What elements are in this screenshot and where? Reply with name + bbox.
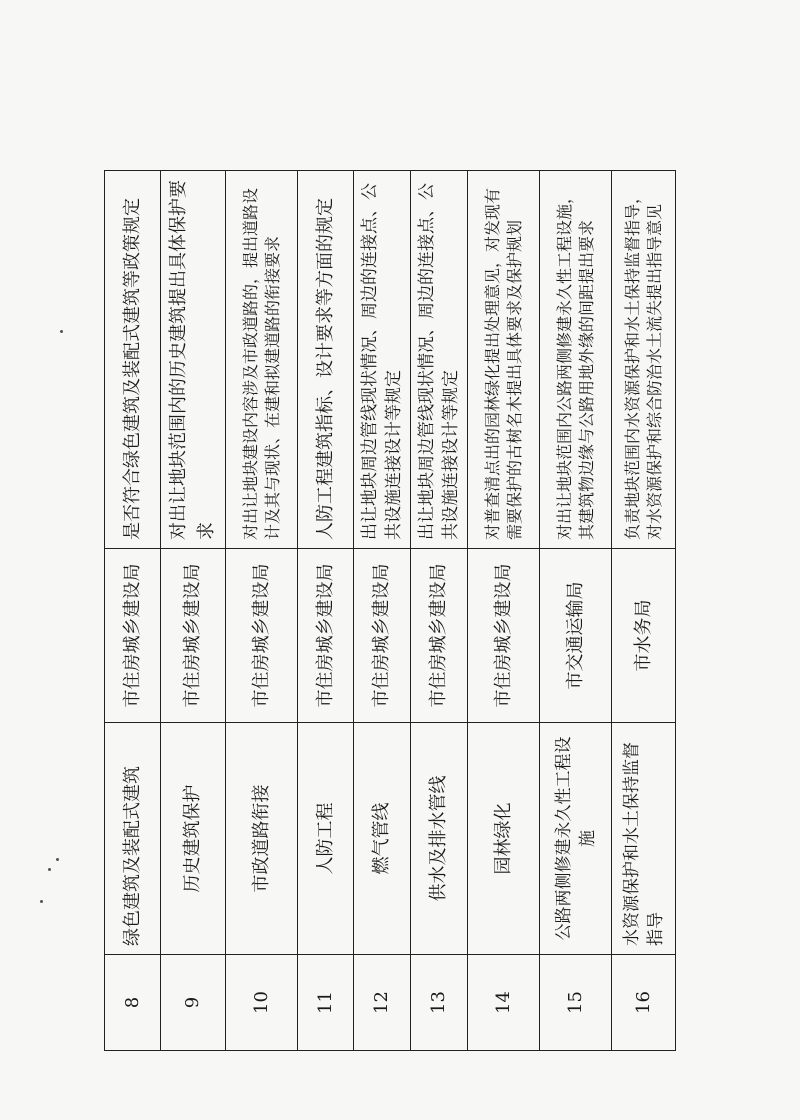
department: 市住房城乡建设局 (354, 549, 411, 723)
row-number: 8 (105, 955, 161, 1051)
table-row (226, 171, 298, 1051)
requirement: 人防工程建筑指标、设计要求等方面的规定 (298, 171, 354, 549)
table-row (411, 171, 468, 1051)
item-name: 园林绿化 (468, 723, 540, 955)
scan-speck (48, 868, 51, 871)
requirement: 出让地块周边管线现状情况、周边的连接点、公共设施连接设计等规定 (354, 171, 411, 549)
item-name: 绿色建筑及装配式建筑 (105, 723, 161, 955)
department: 市交通运输局 (540, 549, 612, 723)
row-number: 15 (540, 955, 612, 1051)
department: 市住房城乡建设局 (298, 549, 354, 723)
scan-speck (40, 900, 43, 903)
item-name: 水资源保护和水土保持监督指导 (612, 723, 676, 955)
department: 市住房城乡建设局 (105, 549, 161, 723)
table-row (354, 171, 411, 1051)
table-row (298, 171, 354, 1051)
table-row (161, 171, 226, 1051)
table-row (612, 171, 676, 1051)
table-row (105, 171, 161, 1051)
row-number: 9 (161, 955, 226, 1051)
requirement: 对出让地块建设内容涉及市政道路的，提出道路设计及其与现状、在建和拟建道路的衔接要求 (226, 171, 298, 549)
row-number: 16 (612, 955, 676, 1051)
department: 市住房城乡建设局 (226, 549, 298, 723)
scan-speck (56, 858, 59, 861)
department: 市住房城乡建设局 (411, 549, 468, 723)
item-name: 市政道路衔接 (226, 723, 298, 955)
item-name: 公路两侧修建永久性工程设施 (540, 723, 612, 955)
row-number: 11 (298, 955, 354, 1051)
row-number: 13 (411, 955, 468, 1051)
rotated-table-container (104, 171, 664, 1051)
row-number: 14 (468, 955, 540, 1051)
item-name: 人防工程 (298, 723, 354, 955)
approval-requirements-table (104, 170, 676, 1051)
requirement: 对出让地块范围内公路两侧修建永久性工程设施，其建筑物边缘与公路用地外缘的间距提出要求 (540, 171, 612, 549)
table-row (468, 171, 540, 1051)
row-number: 10 (226, 955, 298, 1051)
row-number: 12 (354, 955, 411, 1051)
department: 市住房城乡建设局 (161, 549, 226, 723)
requirement: 是否符合绿色建筑及装配式建筑等政策规定 (105, 171, 161, 549)
item-name: 燃气管线 (354, 723, 411, 955)
department: 市水务局 (612, 549, 676, 723)
item-name: 历史建筑保护 (161, 723, 226, 955)
requirement: 出让地块周边管线现状情况、周边的连接点、公共设施连接设计等规定 (411, 171, 468, 549)
department: 市住房城乡建设局 (468, 549, 540, 723)
requirement: 对普查清点出的园林绿化提出处理意见，对发现有需要保护的古树名木提出具体要求及保护规划 (468, 171, 540, 549)
table-row (540, 171, 612, 1051)
requirement: 负责地块范围内水资源保护和水土保持监督指导，对水资源保护和综合防治水土流失提出指导意见 (612, 171, 676, 549)
requirement: 对出让地块范围内的历史建筑提出具体保护要求 (161, 171, 226, 549)
scan-speck (60, 330, 63, 333)
item-name: 供水及排水管线 (411, 723, 468, 955)
